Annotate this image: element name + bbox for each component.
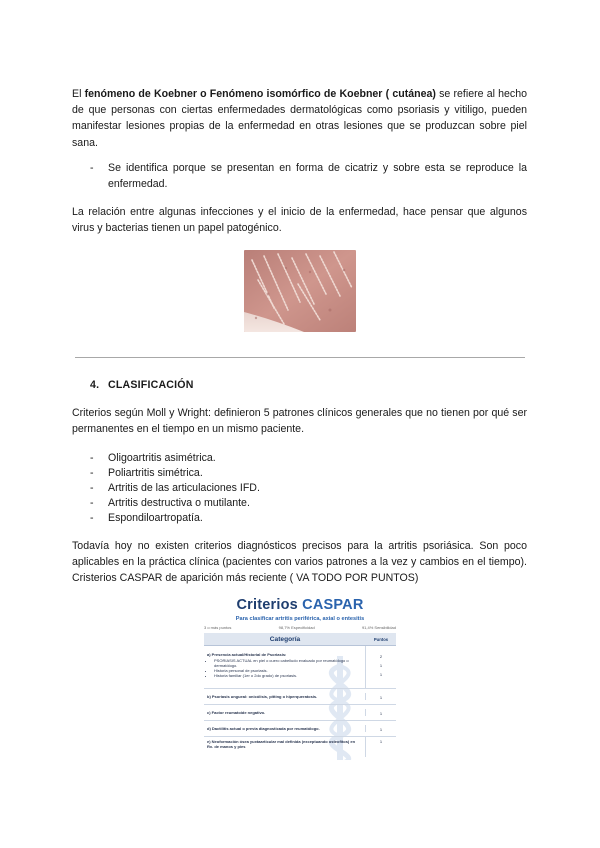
caspar-meta [204,625,396,630]
koebner-text-pre: El [72,88,85,100]
koebner-skin-photo [244,250,356,332]
section-title: CLASIFICACIÓN [108,379,194,391]
list-item: - Poliartritis simétrica. [90,466,530,481]
header-category: Categoría [269,635,301,643]
caspar-criteria-figure [200,596,400,760]
row-label: c) Factor reumatoide negativo. [207,710,266,715]
row-points: 1 [365,709,396,716]
table-row [204,646,396,689]
koebner-bullet-list [90,160,527,192]
table-row [204,689,396,705]
table-row [204,721,396,737]
list-item: - Oligoartritis asimétrica. [90,451,530,466]
row-points: 2 1 1 [365,646,396,688]
section-heading [90,379,194,391]
caspar-intro-paragraph: Todavía hoy no existen criterios diagnósticos precisos para la artritis psoriásica. Son poco aplicables en la práctica clínica (pacientes con varios patrones a la vez y cambios en el tiempo). Cristerios CASPAR de aparición más reciente ( VA TODO POR PUNTOS) [72,540,527,585]
table-row [204,705,396,721]
skin-lesion-image [244,250,356,332]
section-number: 4. [90,379,100,391]
caspar-table [204,633,396,757]
koebner-text-post: se refiere al hecho de que personas con ciertas enfermedades dermatológicas como psoriasis y vitiligo, pueden manifestar lesiones propias de la enfermedad en otras lesiones que se produzcan sobre piel sana. [72,88,527,149]
table-row [204,737,396,757]
row-label: d) Dactilitis actual o previa diagnosticada por reumatólogo. [207,726,320,731]
row-subitem: • Historia personal de psoriasis. [214,668,362,673]
row-points: 1 [365,693,396,700]
koebner-paragraph [72,86,527,151]
row-label: a) Presencia actual/Historial de Psoriasis: [207,652,287,657]
row-subitem: • Historia familiar (1er o 2do grado) de psoriasis. [214,673,362,678]
caspar-sensitivity: 91,4% Sensibilidad [361,625,396,630]
header-points: Puntos [373,636,389,642]
caspar-table-header [204,633,396,646]
list-item: - Artritis de las articulaciones IFD. [90,481,530,496]
section-divider [75,357,525,358]
list-item: - Se identifica porque se presentan en forma de cicatriz y sobre esta se reproduce la enfermedad. [90,160,527,192]
list-item: - Espondiloartropatía. [90,511,530,526]
caspar-threshold: 3 o más puntos [204,625,232,630]
caspar-specificity: 98,7% Especificidad [278,625,315,630]
infection-paragraph: La relación entre algunas infecciones y el inicio de la enfermedad, hace pensar que algunos virus y bacterias tienen un papel patogénico. [72,206,527,235]
row-label: b) Psoriasis ungueal: onicólisis, pitting o hiperqueratosis. [207,694,318,699]
row-label: e) Neoformación ósea yuxtaarticular mal definida (exceptuando osteofitos) en Rx. de manos y pies [207,739,356,749]
koebner-term: fenómeno de Koebner o Fenómeno isomórfico de Koebner ( cutánea) [84,88,436,100]
pattern-list [90,451,530,526]
list-item: - Artritis destructiva o mutilante. [90,496,530,511]
row-points: 1 [365,725,396,732]
row-subitem: • PSORIASIS ACTUAL en piel o cuero cabelludo evaluado por reumatólogo o dermatólogo. [214,658,362,668]
caspar-title: Criterios CASPAR [236,597,364,613]
moll-wright-paragraph: Criterios según Moll y Wright: definieron 5 patrones clínicos generales que no tienen por qué ser permanentes en el tiempo en un mismo paciente. [72,407,527,436]
caspar-subtitle: Para clasificar artritis periférica, axial o entesitis [235,616,365,622]
row-points: 1 [365,737,396,757]
